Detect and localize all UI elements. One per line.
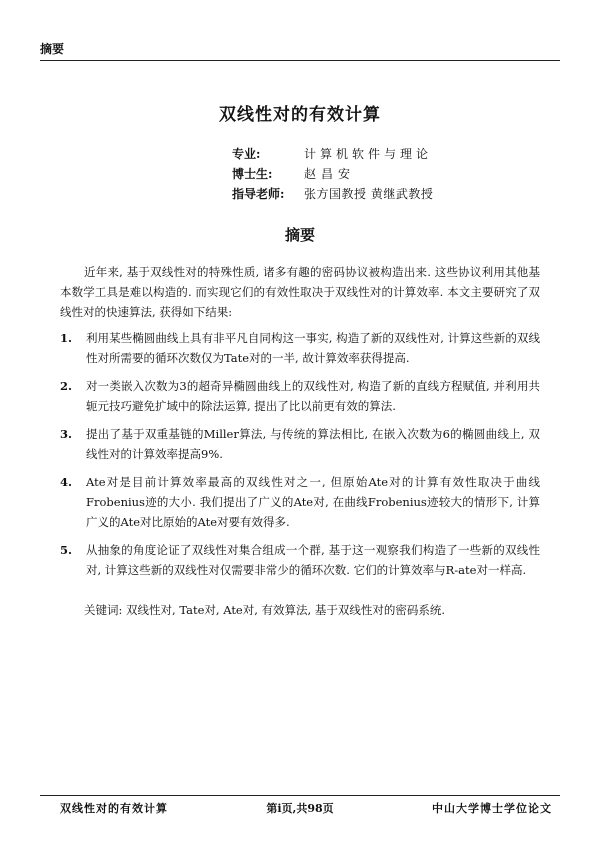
item-text: 利用某些椭圆曲线上具有非平凡自同构这一事实, 构造了新的双线性对, 计算这些新的双线性对所需要的循环次数仅为Tate对的一半, 故计算效率获得提高. bbox=[86, 331, 540, 365]
item-number: 2. bbox=[60, 379, 73, 393]
footer-university: 中山大学博士学位论文 bbox=[432, 802, 552, 815]
list-item bbox=[60, 472, 540, 532]
student-row bbox=[232, 163, 433, 183]
item-text: Ate对是目前计算效率最高的双线性对之一, 但原始Ate对的计算有效性取决于曲线Frobenius迹的大小. 我们提出了广义的Ate对, 在曲线Frobenius迹较大的情形下, 计算广义的Ate对比原始的Ate对要有效得多. bbox=[86, 475, 540, 529]
list-item bbox=[60, 540, 540, 580]
advisor-row bbox=[232, 183, 433, 203]
list-item bbox=[60, 376, 540, 416]
major-label: 专业: bbox=[232, 146, 261, 161]
thesis-title: 双线性对的有效计算 bbox=[219, 105, 381, 125]
list-item bbox=[60, 328, 540, 368]
item-number: 5. bbox=[60, 543, 73, 557]
item-text: 提出了基于双重基链的Miller算法, 与传统的算法相比, 在嵌入次数为6的椭圆曲线上, 双线性对的计算效率提高9%. bbox=[86, 427, 540, 461]
header-rule bbox=[40, 60, 560, 61]
item-text: 从抽象的角度论证了双线性对集合组成一个群, 基于这一观察我们构造了一些新的双线性对, 计算这些新的双线性对仅需要非常少的循环次数. 它们的计算效率与R-ate对一样高. bbox=[86, 543, 540, 577]
advisor-value: 张方国教授 黄继武教授 bbox=[304, 186, 434, 201]
item-text: 对一类嵌入次数为3的超奇异椭圆曲线上的双线性对, 构造了新的直线方程赋值, 并利用共轭元技巧避免扩域中的除法运算, 提出了比以前更有效的算法. bbox=[86, 379, 540, 413]
author-info bbox=[232, 143, 433, 203]
item-number: 1. bbox=[60, 331, 73, 345]
page-number: 第i页,共98页 bbox=[266, 802, 334, 815]
major-row bbox=[232, 143, 433, 163]
student-label: 博士生: bbox=[232, 166, 273, 181]
item-number: 3. bbox=[60, 427, 73, 441]
footer-title: 双线性对的有效计算 bbox=[60, 802, 168, 815]
abstract-heading: 摘要 bbox=[284, 226, 315, 244]
results-list bbox=[60, 328, 540, 588]
list-item bbox=[60, 424, 540, 464]
advisor-label: 指导老师: bbox=[232, 186, 285, 201]
keywords: 关键词: 双线性对, Tate对, Ate对, 有效算法, 基于双线性对的密码系统. bbox=[84, 603, 446, 617]
major-value: 计算机软件与理论 bbox=[304, 146, 433, 161]
abstract-intro: 近年来, 基于双线性对的特殊性质, 诸多有趣的密码协议被构造出来. 这些协议利用其他基本数学工具是难以构造的. 而实现它们的有效性取决于双线性对的计算效率. 本文主要研究了双线性对的快速算法, 获得如下结果: bbox=[60, 265, 540, 319]
student-value: 赵昌安 bbox=[304, 166, 356, 181]
running-header: 摘要 bbox=[40, 42, 65, 56]
item-number: 4. bbox=[60, 475, 73, 489]
footer-rule bbox=[40, 795, 560, 796]
